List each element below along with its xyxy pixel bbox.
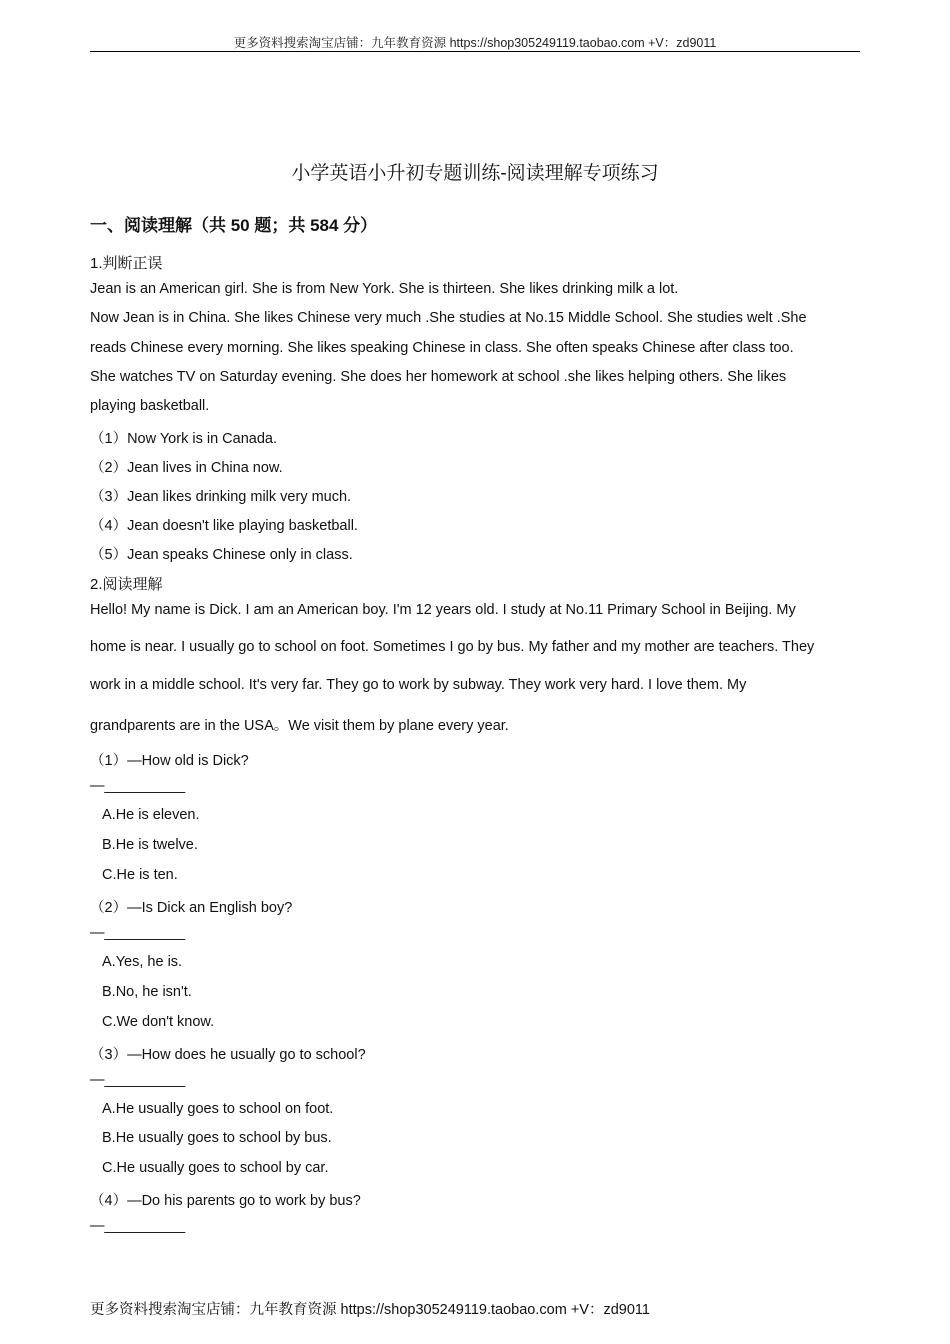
question-1-heading: 1.判断正误 bbox=[90, 255, 163, 272]
answer-blank: —__________ bbox=[90, 925, 186, 941]
passage-1-line: playing basketball. bbox=[90, 398, 210, 414]
true-false-item: （3）Jean likes drinking milk very much. bbox=[90, 489, 352, 505]
section-heading: 一、阅读理解（共 50 题；共 584 分） bbox=[90, 216, 378, 235]
passage-2-line: home is near. I usually go to school on foot. Sometimes I go by bus. My father and my mother are teachers. They bbox=[90, 639, 815, 655]
true-false-item: （2）Jean lives in China now. bbox=[90, 460, 283, 476]
answer-blank: —__________ bbox=[90, 1218, 186, 1234]
passage-1-line: reads Chinese every morning. She likes speaking Chinese in class. She often speaks Chinese after class too. bbox=[90, 340, 794, 356]
option-c: C.We don't know. bbox=[102, 1014, 215, 1030]
answer-blank: —__________ bbox=[90, 1072, 186, 1088]
passage-1-line: Now Jean is in China. She likes Chinese very much .She studies at No.15 Middle School. She studies welt .She bbox=[90, 310, 807, 326]
passage-1-line: She watches TV on Saturday evening. She does her homework at school .she likes helping others. She likes bbox=[90, 369, 787, 385]
header-divider bbox=[90, 51, 860, 52]
option-a: A.He usually goes to school on foot. bbox=[102, 1101, 334, 1117]
sub-question-3: （3）—How does he usually go to school? bbox=[90, 1047, 366, 1063]
passage-1-line: Jean is an American girl. She is from New York. She is thirteen. She likes drinking milk a lot. bbox=[90, 281, 679, 297]
passage-2-line: grandparents are in the USA。We visit them by plane every year. bbox=[90, 718, 509, 734]
passage-2-line: work in a middle school. It's very far. They go to work by subway. They work very hard. I love them. My bbox=[90, 677, 747, 693]
option-b: B.No, he isn't. bbox=[102, 984, 192, 1000]
question-2-heading: 2.阅读理解 bbox=[90, 576, 163, 593]
true-false-item: （4）Jean doesn't like playing basketball. bbox=[90, 518, 358, 534]
page-header: 更多资料搜索淘宝店铺：九年教育资源 https://shop305249119.taobao.com +V：zd9011 bbox=[233, 36, 717, 50]
option-a: A.Yes, he is. bbox=[102, 954, 183, 970]
sub-question-4: （4）—Do his parents go to work by bus? bbox=[90, 1193, 361, 1209]
option-b: B.He is twelve. bbox=[102, 837, 198, 853]
answer-blank: —__________ bbox=[90, 778, 186, 794]
page-footer: 更多资料搜索淘宝店铺：九年教育资源 https://shop305249119.taobao.com +V：zd9011 bbox=[90, 1302, 650, 1318]
sub-question-1: （1）—How old is Dick? bbox=[90, 753, 249, 769]
option-c: C.He usually goes to school by car. bbox=[102, 1160, 329, 1176]
option-b: B.He usually goes to school by bus. bbox=[102, 1130, 332, 1146]
true-false-item: （5）Jean speaks Chinese only in class. bbox=[90, 547, 353, 563]
true-false-item: （1）Now York is in Canada. bbox=[90, 431, 277, 447]
page-title: 小学英语小升初专题训练-阅读理解专项练习 bbox=[291, 163, 659, 184]
passage-2-line: Hello! My name is Dick. I am an American boy. I'm 12 years old. I study at No.11 Primary School in Beijing. My bbox=[90, 602, 796, 618]
option-a: A.He is eleven. bbox=[102, 807, 200, 823]
sub-question-2: （2）—Is Dick an English boy? bbox=[90, 900, 293, 916]
option-c: C.He is ten. bbox=[102, 867, 178, 883]
